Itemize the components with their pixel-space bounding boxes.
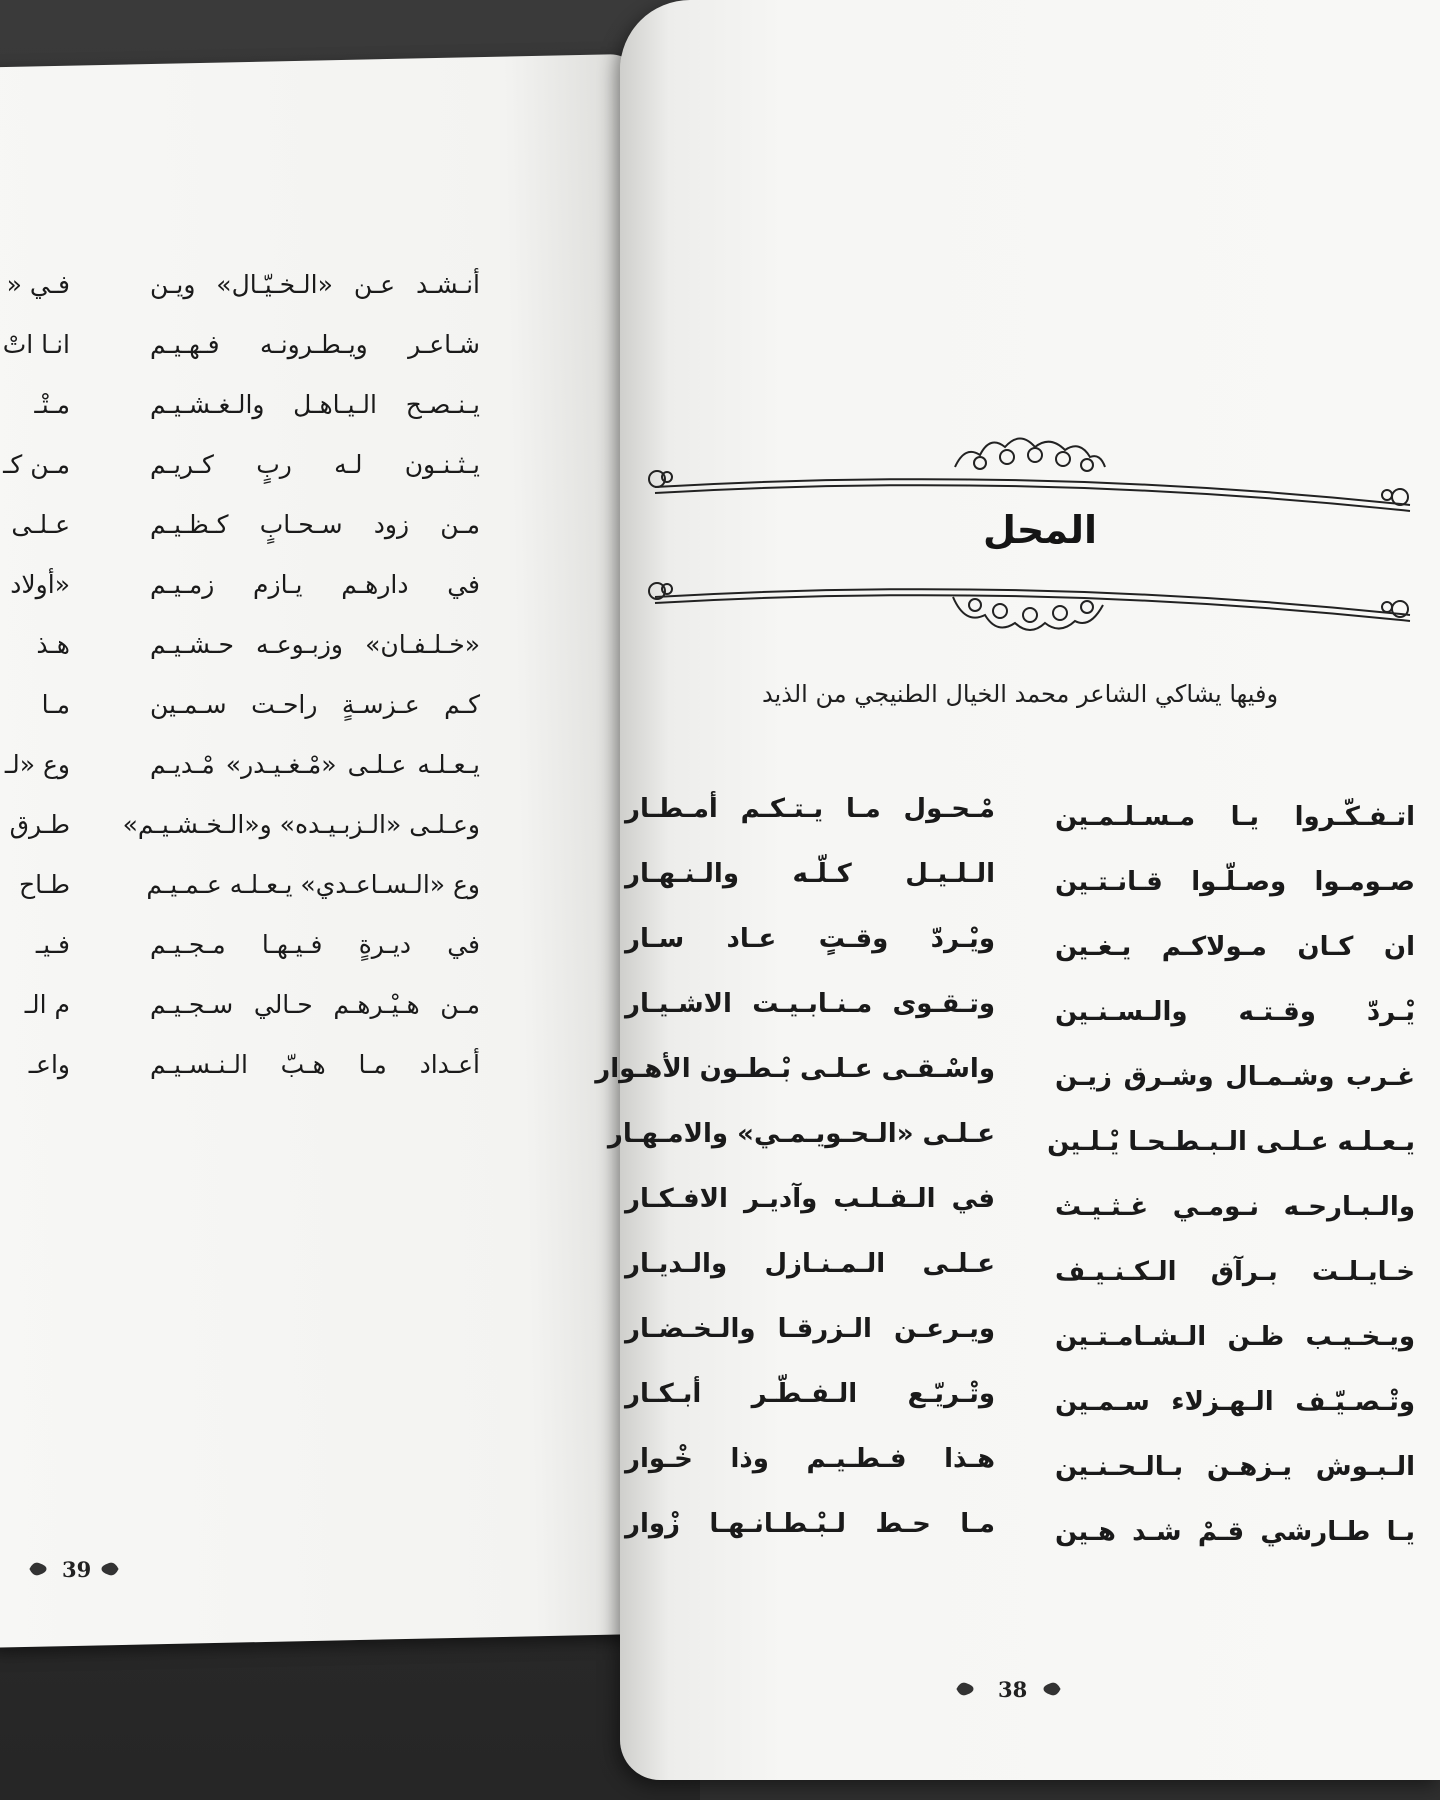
verse-line: شـاعـر ويـطـرونـه فـهـيـم: [150, 330, 480, 359]
verse-line-fragment: واعـ: [28, 1050, 70, 1079]
right-page-poem-first-hemistich: [1047, 785, 1415, 1565]
verse-line-fragment: فـيـ: [35, 930, 70, 959]
left-page-poem-edge: [2, 255, 70, 1095]
verse-line: وع «الـسـاعـدي» يـعـلـه عـمـيـم: [146, 870, 480, 899]
verse-line: صـومـوا وصـلّـوا قـانـتـين: [1055, 867, 1415, 897]
verse-line: يْـردّ وقـتـه والـسـنـين: [1055, 997, 1415, 1027]
verse-line-fragment: طـرق: [9, 810, 70, 839]
verse-line: اتـفـكّـروا يـا مـسـلـمـين: [1055, 802, 1415, 832]
verse-line: مـا حـط لـبْـطـانـهـا زْوار: [625, 1509, 995, 1539]
verse-line-fragment: هـذ: [36, 630, 70, 659]
verse-line: ويـخـيـب ظـن الـشـامـتـين: [1055, 1322, 1415, 1352]
verse-line: الـبـوش يـزهـن بـالـحـنـين: [1055, 1452, 1415, 1482]
verse-line: يـثـنـون لـه ربٍ كـريـم: [150, 450, 480, 479]
verse-line: كـم عـزسـةٍ راحـت سـمـين: [150, 690, 480, 719]
page-number: 39: [62, 1557, 92, 1582]
verse-line: في ديـرةٍ فـيـهـا مـجـيـم: [150, 930, 480, 959]
verse-line: في الـقـلـب وآديـر الافـكـار: [625, 1184, 995, 1214]
verse-line: واسْـقـى عـلـى بْـطـون الأهـوار: [595, 1054, 995, 1084]
verse-line: هـذا فـطـيـم وذا خْـوار: [625, 1444, 995, 1474]
verse-line: وتْـصـيّـف الـهـزلاء سـمـين: [1055, 1387, 1415, 1417]
leaf-ornament-icon: [28, 1560, 48, 1578]
verse-line: الـلـيـل كـلّـه والـنـهـار: [625, 859, 995, 889]
verse-line: غـرب وشـمـال وشـرق زيـن: [1055, 1062, 1415, 1092]
verse-line: عـلـى «الـحـويـمـي» والامـهـار: [607, 1119, 995, 1149]
page-title: المحل: [982, 508, 1098, 552]
leaf-ornament-icon: [100, 1560, 120, 1578]
verse-line-fragment: «أولاد: [10, 570, 70, 599]
verse-line: ويْـردّ وقـتٍ عـاد سـار: [625, 924, 995, 954]
verse-line: خـايـلـت بـرآق الـكـنـيـف: [1055, 1257, 1415, 1287]
verse-line: وتْـريّـع الـفـطّـر أبـكـار: [625, 1379, 995, 1409]
verse-line-fragment: انـا اتْ: [2, 330, 70, 359]
verse-line: عـلـى الـمـنـازل والـديـار: [625, 1249, 995, 1279]
verse-line: مْـحـول مـا يـتـكـم أمـطـار: [625, 794, 995, 824]
left-page-poem-main: [122, 255, 480, 1095]
verse-line: يـنـصـح الـيـاهـل والـغـشـيـم: [150, 390, 480, 419]
verse-line: أعـداد مـا هـبّ الـنـسـيـم: [150, 1050, 480, 1079]
verse-line: في دارهـم يـازم زمـيـم: [150, 570, 480, 599]
right-page-poem-second-hemistich: [595, 777, 995, 1557]
verse-line-fragment: فـي «: [6, 270, 70, 299]
verse-line: «خـلـفـان» وزبـوعـه حـشـيـم: [150, 630, 480, 659]
leaf-ornament-icon: [1042, 1680, 1062, 1698]
verse-line-fragment: طـاح: [19, 870, 70, 899]
verse-line: ويـرعـن الـزرقـا والـخـضـار: [625, 1314, 995, 1344]
verse-line-fragment: وع «لـ: [4, 750, 70, 779]
verse-line: والـبـارحـه نـومـي غـثـيـث: [1055, 1192, 1415, 1222]
verse-line: ان كـان مـولاكـم يـغـين: [1055, 932, 1415, 962]
verse-line-fragment: مـن كـ: [3, 450, 70, 479]
verse-line-fragment: م الـ: [24, 990, 70, 1019]
verse-line-fragment: مـا: [41, 690, 70, 719]
verse-line: يـعـلـه عـلـى الـبـطـحـا يْـلـين: [1047, 1127, 1415, 1157]
page-number: 38: [998, 1677, 1028, 1702]
verse-line: وعـلـى «الـزبـيـده» و«الـخـشـيـم»: [122, 810, 480, 839]
verse-line: مـن هـيْـرهـم حـالي سـجـيـم: [150, 990, 480, 1019]
verse-line: أنـشـد عـن «الـخـيّـال» ويـن: [150, 270, 480, 299]
verse-line-fragment: عـلـى: [11, 510, 70, 539]
leaf-ornament-icon: [955, 1680, 975, 1698]
verse-line: مـن زود سـحـابٍ كـظـيـم: [150, 510, 480, 539]
verse-line-fragment: مـتْـ: [34, 390, 70, 419]
page-subtitle: وفيها يشاكي الشاعر محمد الخيال الطنيجي من الذيد: [761, 680, 1279, 708]
verse-line: يـا طـارشي قـمْ شـد هـين: [1055, 1517, 1415, 1547]
verse-line: يـعـلـه عـلـى «مْـغـيـدر» مْـديـم: [150, 750, 480, 779]
verse-line: وتـقـوى مـنـابـيـت الاشـيـار: [625, 989, 995, 1019]
